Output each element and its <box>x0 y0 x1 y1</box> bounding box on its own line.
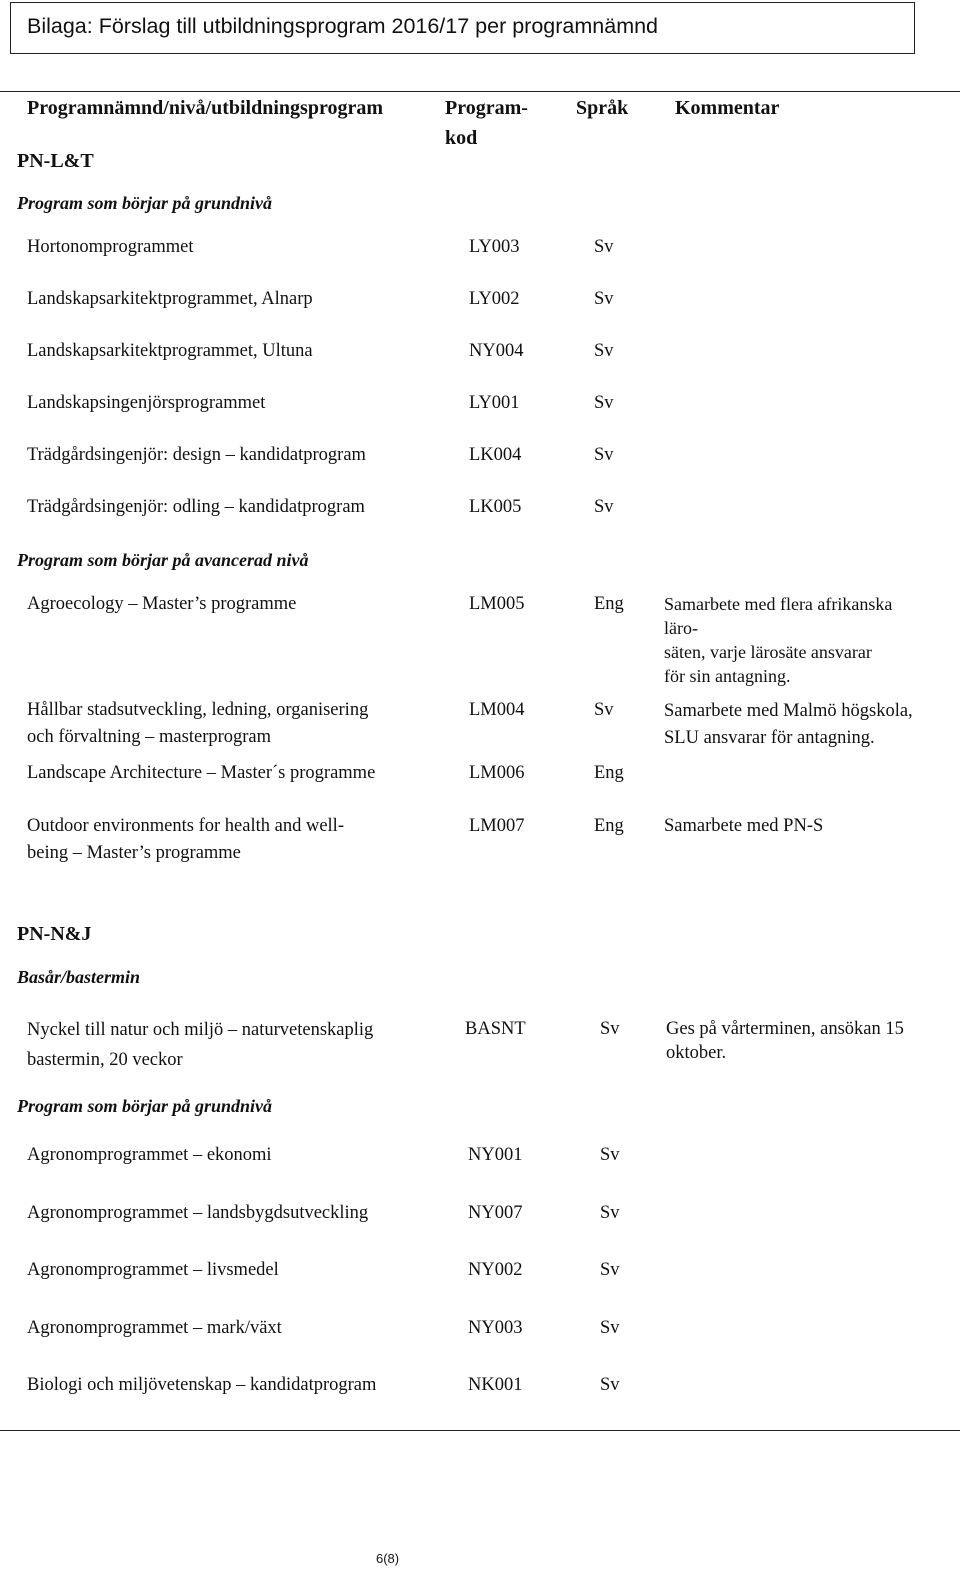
program-comment: Samarbete med Malmö högskola, SLU ansvarar för antagning. <box>664 701 913 748</box>
group-label: Program som börjar på grundnivå <box>17 193 273 213</box>
program-language: Sv <box>600 1318 620 1338</box>
program-language: Eng <box>594 594 624 614</box>
program-comment: Ges på vårterminen, ansökan 15 oktober. <box>666 1019 904 1063</box>
program-code: NY007 <box>468 1203 523 1223</box>
program-code: BASNT <box>465 1019 526 1039</box>
program-language: Eng <box>594 763 624 783</box>
program-code: LY001 <box>469 393 520 413</box>
program-language: Sv <box>594 341 614 361</box>
program-name: Agronomprogrammet – landsbygdsutveckling <box>27 1203 369 1223</box>
program-comment: Samarbete med flera afrikanska läro- säten, varje lärosäte ansvarar för sin antagning. <box>664 594 893 686</box>
header-comment: Kommentar <box>675 97 780 119</box>
program-code: LY003 <box>469 237 520 257</box>
program-language: Eng <box>594 816 624 836</box>
program-name: Biologi och miljövetenskap – kandidatprogram <box>27 1375 377 1395</box>
program-comment: Samarbete med PN-S <box>664 816 824 836</box>
program-name: Hållbar stadsutveckling, ledning, organisering och förvaltning – masterprogram <box>27 700 369 747</box>
program-language: Sv <box>600 1260 620 1280</box>
program-language: Sv <box>594 445 614 465</box>
program-name: Hortonomprogrammet <box>27 237 194 257</box>
program-name: Landskapsarkitektprogrammet, Alnarp <box>27 289 313 309</box>
group-label: Basår/bastermin <box>17 967 141 987</box>
program-language: Sv <box>600 1375 620 1395</box>
program-name: Trädgårdsingenjör: design – kandidatprogram <box>27 445 366 465</box>
program-name: Nyckel till natur och miljö – naturvetenskaplig bastermin, 20 veckor <box>27 1020 374 1070</box>
program-code: LY002 <box>469 289 520 309</box>
section-title: PN-N&J <box>17 923 92 945</box>
document-title: Bilaga: Förslag till utbildningsprogram 2016/17 per programnämnd <box>27 14 659 38</box>
program-code: LM005 <box>469 594 525 614</box>
program-code: NK001 <box>468 1375 523 1395</box>
program-code: NY003 <box>468 1318 523 1338</box>
program-language: Sv <box>594 237 614 257</box>
program-language: Sv <box>594 393 614 413</box>
program-code: NY004 <box>469 341 524 361</box>
group-label: Program som börjar på grundnivå <box>17 1096 273 1116</box>
program-name: Agronomprogrammet – ekonomi <box>27 1145 272 1165</box>
program-language: Sv <box>594 497 614 517</box>
header-code-line2: kod <box>445 127 478 149</box>
program-name: Agronomprogrammet – livsmedel <box>27 1260 279 1280</box>
program-language: Sv <box>594 700 614 720</box>
table-top-rule <box>0 91 960 92</box>
program-language: Sv <box>600 1203 620 1223</box>
header-program: Programnämnd/nivå/utbildningsprogram <box>27 97 383 119</box>
program-name: Agronomprogrammet – mark/växt <box>27 1318 282 1338</box>
program-code: NY001 <box>468 1145 523 1165</box>
program-name: Trädgårdsingenjör: odling – kandidatprogram <box>27 497 365 517</box>
program-name: Agroecology – Master’s programme <box>27 594 297 614</box>
program-name: Landscape Architecture – Master´s programme <box>27 763 376 783</box>
program-name: Landskapsingenjörsprogrammet <box>27 393 266 413</box>
program-code: LK004 <box>469 445 522 465</box>
program-name: Outdoor environments for health and well- being – Master’s programme <box>27 816 344 863</box>
program-code: LM006 <box>469 763 525 783</box>
program-code: NY002 <box>468 1260 523 1280</box>
header-language: Språk <box>576 97 629 119</box>
group-label: Program som börjar på avancerad nivå <box>17 550 309 570</box>
program-code: LM007 <box>469 816 525 836</box>
program-language: Sv <box>600 1145 620 1165</box>
program-language: Sv <box>600 1019 620 1039</box>
program-code: LK005 <box>469 497 522 517</box>
table-bottom-rule <box>0 1430 960 1431</box>
document-title-box <box>10 2 915 54</box>
program-name: Landskapsarkitektprogrammet, Ultuna <box>27 341 313 361</box>
program-code: LM004 <box>469 700 525 720</box>
section-title: PN-L&T <box>17 150 94 172</box>
header-code-line1: Program- <box>445 97 528 119</box>
program-language: Sv <box>594 289 614 309</box>
page-number: 6(8) <box>376 1551 400 1566</box>
